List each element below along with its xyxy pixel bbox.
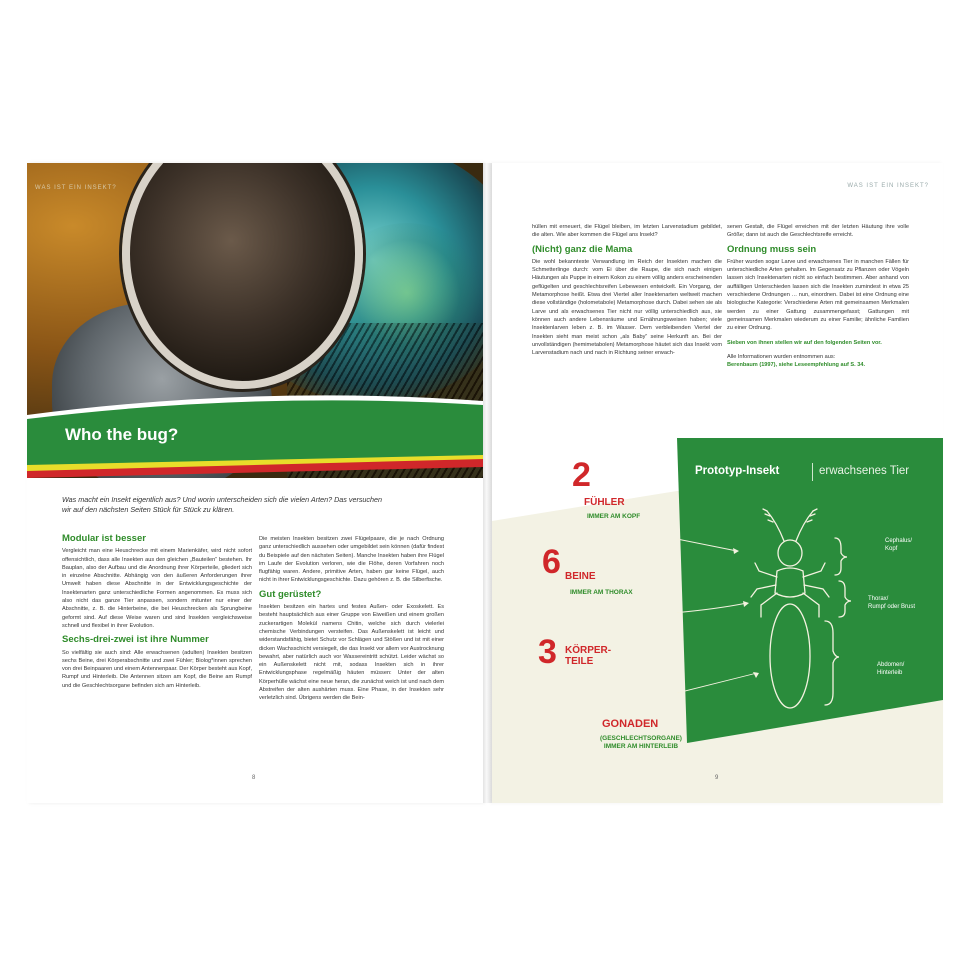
heading-ordnung-muss-sein: Ordnung muss sein: [727, 243, 817, 255]
right-page: [492, 163, 943, 803]
insect-diagram: [677, 493, 943, 743]
magazine-spread: [27, 163, 943, 803]
label-gonaden: GONADEN: [602, 718, 659, 730]
sublabel-gonaden: (GESCHLECHTSORGANE) IMMER AM HINTERLEIB: [600, 735, 682, 750]
heading-modular: Modular ist besser: [62, 533, 146, 544]
source-note: Alle Informationen wurden entnommen aus:: [727, 353, 836, 360]
paragraph: senen Gestalt, die Flügel erreichen mit der letzten Häutung ihre volle Größe; dann ist auch die Geschlechtsreife erreicht.: [727, 224, 909, 239]
right-column-1: [532, 223, 722, 363]
count-teile: 3: [538, 633, 557, 671]
paragraph: Die meisten Insekten besitzen zwei Flügelpaare, die je nach Ordnung ganz unterschiedlich aussehen oder umgebildet sein können (dafür findest du Beispiele auf den nächsten Seiten). Manche Insekten haben ihre Flügel im Laufe der Evolution verloren, wie die Flöhe, deren Vorfahren noch flugfähig waren. Andere, primitive Arten, haben gar keine Flügel, auch nicht in ihrer Entwicklungsgeschichte. Dazu gehören z. B. die Silberfische.: [259, 536, 444, 584]
left-column-1: [62, 535, 252, 696]
page-number-right: 9: [715, 775, 719, 781]
banner-title: Who the bug?: [65, 425, 179, 444]
gutter: [483, 163, 492, 803]
sublabel-beine: IMMER AM THORAX: [570, 589, 633, 596]
paragraph: hüllen mit erneuert, die Flügel bleiben, im letzten Larvenstadium gebildet, die alten. Wie aber kommen die Flügel ans Insekt?: [532, 224, 722, 239]
label-koerperteile: KÖRPER- TEILE: [565, 645, 612, 667]
heading-sechs-drei-zwei: Sechs-drei-zwei ist ihre Nummer: [62, 634, 209, 646]
right-column-2: [727, 223, 909, 375]
left-column-2: [259, 535, 444, 709]
count-beine: 6: [542, 543, 561, 581]
page-number-left: 8: [252, 775, 256, 781]
paragraph-highlight: Sieben von ihnen stellen wir auf den folgenden Seiten vor.: [727, 339, 882, 346]
paragraph: Insekten besitzen ein hartes und festes Außen- oder Exoskelett. Es besteht hauptsächlich aus einer Gruppe von Eiweißen und einem großen zuckerartigen Molekül namens Chitin, welche sich durch vielerlei chemische Verbindungen versteifen. Das Außenskelett ist leicht und widerstandsfähig, bietet Schutz vor Schlägen und Stößen und ist mit einer dicken Wachsschicht versiegelt, die das Insekt vor allem vor Austrocknung bewahrt, aber natürlich auch vor Wassereintritt schützt. Leider wächst so ein Außenskelett nicht mit, sodass Insekten sich in ihrer Entwicklungsphase regelmäßig häuten müssen: Unter der alten Körperhülle wächst eine neue heran, die zunächst weich ist und nach dem Abstreifen der alten aushärten muss. Eine Phase, in der Insekten sehr verletzlich sind. Übrigens werden die Bein-: [259, 604, 444, 702]
source-reference: Berenbaum (1997), siehe Leseempfehlung auf S. 34.: [727, 362, 866, 369]
infographic-subtitle: erwachsenes Tier: [819, 465, 910, 477]
part-label-abdomen: Abdomen/ Hinterleib: [877, 662, 905, 676]
running-head-right: WAS IST EIN INSEKT?: [847, 183, 929, 189]
paragraph: Vergleicht man eine Heuschrecke mit einem Marienkäfer, wird nicht sofort offensichtlich, dass alle Insekten aus den gleichen „Bauteilen“ bestehen. Ihr Bauplan, also der Aufbau und die Anordnung ihrer Körperteile, gliedert sich in einzelne Abschnitte. Abhängig von den äußeren Anforderungen ihrer Umwelt haben diese Abschnitte in der Entwicklungsgeschichte der Insektenarten ganz unterschiedliche Formen angenommen. Es muss sich also nicht das ganze Tier anpassen, sondern mitunter nur einer der Abschnitte, z. B. die Hinterbeine, die bei Heuschrecken als Sprungbeine geformt sind. Auf diese Weise waren und sind Insekten vergleichsweise schnell und flexibel in ihrer Evolution.: [62, 548, 252, 629]
infographic-title: Prototyp-Insekt: [695, 465, 780, 477]
part-label-cephalus: Cephalus/ Kopf: [885, 538, 913, 552]
running-head-left: WAS IST EIN INSEKT?: [35, 185, 117, 191]
sublabel-fuehler: IMMER AM KOPF: [587, 513, 641, 520]
label-beine: BEINE: [565, 571, 596, 582]
part-label-thorax: Thorax/ Rumpf oder Brust: [868, 596, 916, 610]
paragraph: Früher wurden sogar Larve und erwachsenes Tier in manchen Fällen für unterschiedliche Arten gehalten. Im Gegensatz zu Pflanzen oder Vögeln lassen sich Insektenarten nicht so einfach bestimmen. Aber anhand von auffälligen Unterschieden lassen sich die Insekten zumindest in etwa 25 verschiedene Ordnungen … nun, einordnen. Dabei ist eine Ordnung eine biologische Kategorie: Verschiedene Arten mit gemeinsamen Merkmalen werden zu einer Gattung zusammengefasst; Gattungen mit gemeinsamen Merkmalen wiederum zu einer Familie; ähnliche Familien zu einer Ordnung.: [727, 258, 909, 332]
heading-gut-geruestet: Gut gerüstet?: [259, 588, 322, 600]
intro-text: Was macht ein Insekt eigentlich aus? Und worin unterscheiden sich die vielen Arten? Das versuchen wir auf den nächsten Seiten Stück für Stück zu klären.: [62, 495, 383, 514]
left-page: [27, 163, 483, 803]
heading-nicht-ganz-die-mama: (Nicht) ganz die Mama: [532, 243, 633, 255]
paragraph: So vielfältig sie auch sind: Alle erwachsenen (adulten) Insekten besitzen sechs Beine, drei Körperabschnitte und zwei Fühler; Biolog*innen sprechen von drei Beinpaaren und einem Antennenpaar. Der Körper besteht aus Kopf, Rumpf und Hinterleib. Die Antennen sitzen am Kopf, die Beine am Rumpf und die Geschlechtsorgane befinden sich am Hinterleib.: [62, 649, 252, 689]
title-divider: [812, 463, 813, 481]
count-fuehler: 2: [572, 456, 591, 494]
paragraph: Die wohl bekannteste Verwandlung im Reich der Insekten machen die Schmetterlinge durch: vom Ei über die Raupe, die sich nach einigen Häutungen als Puppe in einem Kokon zu einem völlig anders erscheinenden geflügelten und geschlechtsreifen Lebewesen entwickelt. Ein Vorgang, der Metamorphose heißt. Etwa drei Viertel aller Insektenarten weltweit machen diese vollständige (holometabole) Metamorphose durch. Dabei sehen sie als Larve und als erwachsenes Tier nicht nur völlig unterschiedlich aus, sie können auch andere Lebensräume und Ernährungsweisen haben; viele Insektenlarven leben z. B. im Wasser. Dem verbleibenden Viertel der Insekten sieht man meist schon „als Baby“ seine Herkunft an. Bei der unvollständigen (hemimetabolen) Metamorphose häutet sich das Insekt vom Larvenstadium nach und nach in Richtung seiner erwach-: [532, 258, 722, 357]
label-fuehler: FÜHLER: [584, 497, 625, 508]
